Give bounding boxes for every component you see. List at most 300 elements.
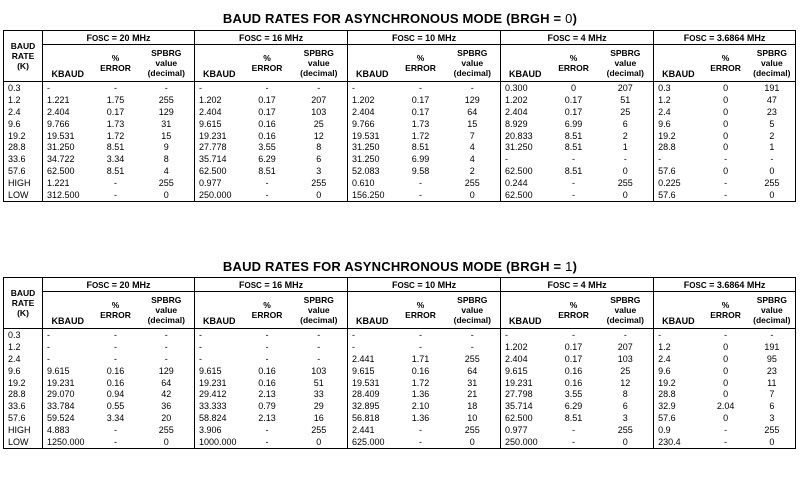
error-cell: - xyxy=(419,329,423,340)
spbrg-cell: - xyxy=(139,353,195,365)
error-cell: 0 xyxy=(723,389,729,400)
spbrg-cell: 255 xyxy=(598,424,654,436)
spbrg-cell: 1 xyxy=(749,141,796,153)
kbaud-cell: 0.9 xyxy=(658,425,671,436)
baud-rate-table-brgh0 xyxy=(3,30,796,202)
spbrg-decimal-label: (decimal) xyxy=(453,68,491,78)
spbrg-decimal-label: (decimal) xyxy=(606,68,644,78)
spbrg-cell: 255 xyxy=(749,424,796,436)
fosc-group-header xyxy=(195,278,348,292)
fosc-group-header xyxy=(43,31,195,45)
error-cell: 3.34 xyxy=(106,413,125,424)
kbaud-cell: - xyxy=(352,341,356,352)
spbrg-column-header xyxy=(598,45,654,82)
fosc-label: FOSC = 20 MHz xyxy=(86,279,151,290)
error-column-header xyxy=(244,45,291,82)
error-cell: 0.16 xyxy=(411,365,430,376)
kbaud-label: KBAUD xyxy=(203,316,236,326)
spbrg-cell: - xyxy=(291,341,348,353)
error-cell: - xyxy=(244,436,291,448)
spbrg-cell: 129 xyxy=(445,94,501,106)
error-column-header xyxy=(703,45,749,82)
kbaud-cell: 9.766 xyxy=(352,118,375,129)
error-cell: - xyxy=(265,329,269,340)
spbrg-cell: 0 xyxy=(139,189,195,201)
spbrg-cell: 15 xyxy=(139,130,195,142)
kbaud-cell: 19.231 xyxy=(505,377,533,388)
baud-rate-cell: LOW xyxy=(4,189,43,201)
kbaud-cell: 0.977 xyxy=(505,425,528,436)
error-cell: 1.36 xyxy=(411,389,430,400)
table-row xyxy=(4,189,796,201)
kbaud-cell: 0.610 xyxy=(352,178,375,189)
spbrg-column-header xyxy=(291,45,348,82)
kbaud-cell: 2.404 xyxy=(199,106,222,117)
kbaud-label: KBAUD xyxy=(662,316,695,326)
spbrg-cell: 2 xyxy=(598,130,654,142)
kbaud-cell: 57.6 xyxy=(654,189,703,201)
error-cell: 0.17 xyxy=(258,106,276,117)
kbaud-column-header xyxy=(348,45,397,82)
table-row xyxy=(4,436,796,448)
error-cell: - xyxy=(265,353,269,364)
error-cell: 6.29 xyxy=(564,401,583,412)
spbrg-cell: 7 xyxy=(445,130,501,142)
error-cell: 1.72 xyxy=(411,130,430,141)
spbrg-cell: 129 xyxy=(139,365,195,377)
kbaud-cell: - xyxy=(199,82,203,93)
kbaud-cell: 2.404 xyxy=(352,106,375,117)
spbrg-cell: 103 xyxy=(598,353,654,365)
fosc-label: FOSC = 4 MHz xyxy=(547,279,607,290)
kbaud-cell: 1250.000 xyxy=(43,436,93,448)
title-brgh-value: 0 xyxy=(565,11,573,26)
kbaud-cell: - xyxy=(505,329,509,340)
error-cell: 1.72 xyxy=(106,130,125,141)
error-cell: 1.36 xyxy=(411,413,430,424)
spbrg-cell: - xyxy=(139,82,195,94)
error-cell: - xyxy=(703,189,749,201)
fosc-group-header xyxy=(654,31,796,45)
error-cell: - xyxy=(724,329,728,340)
spbrg-cell: 12 xyxy=(598,377,654,389)
spbrg-column-header xyxy=(749,292,796,329)
error-cell: 0 xyxy=(723,94,729,105)
error-cell: 8.51 xyxy=(258,166,276,177)
error-cell: 2.13 xyxy=(258,389,276,400)
fosc-group-header xyxy=(654,278,796,292)
error-cell: - xyxy=(572,154,576,165)
kbaud-column-header xyxy=(195,45,244,82)
spbrg-cell: 129 xyxy=(139,106,195,118)
kbaud-cell: 29.070 xyxy=(47,389,75,400)
spbrg-cell: 25 xyxy=(291,118,348,130)
spbrg-cell: 207 xyxy=(598,341,654,353)
kbaud-column-header xyxy=(654,292,703,329)
table-row xyxy=(4,365,796,377)
row-header-line: (K) xyxy=(17,61,29,71)
kbaud-cell: 1.2 xyxy=(658,341,671,352)
spbrg-cell: 3 xyxy=(749,412,796,424)
error-cell: 2.13 xyxy=(258,413,276,424)
kbaud-cell: 250.000 xyxy=(195,189,244,201)
error-cell: 2.10 xyxy=(411,401,430,412)
error-cell: 0 xyxy=(723,130,729,141)
kbaud-cell: 156.250 xyxy=(348,189,397,201)
title-close: ) xyxy=(572,11,578,26)
kbaud-cell: 9.766 xyxy=(47,118,70,129)
kbaud-cell: 2.404 xyxy=(505,106,528,117)
baud-rate-cell: 2.4 xyxy=(4,353,43,365)
error-cell: - xyxy=(572,178,576,189)
error-cell: 8.51 xyxy=(106,142,125,153)
spbrg-decimal-label: (decimal) xyxy=(753,315,791,325)
spbrg-decimal-label: (decimal) xyxy=(300,68,338,78)
kbaud-cell: 9.615 xyxy=(199,365,222,376)
spbrg-cell: 207 xyxy=(291,94,348,106)
kbaud-cell: 0.244 xyxy=(505,178,528,189)
error-cell: 1.73 xyxy=(411,118,430,129)
spbrg-cell: 255 xyxy=(445,177,501,189)
kbaud-label: KBAUD xyxy=(203,69,236,79)
spbrg-cell: 18 xyxy=(445,400,501,412)
table-row xyxy=(4,165,796,177)
error-cell: 0.17 xyxy=(411,106,430,117)
kbaud-cell: 19.531 xyxy=(352,130,380,141)
kbaud-cell: 31.250 xyxy=(352,154,380,165)
spbrg-value-label: value xyxy=(760,58,783,68)
error-column-header xyxy=(93,292,139,329)
error-label: ERROR xyxy=(251,63,283,73)
spbrg-cell: 0 xyxy=(749,189,796,201)
spbrg-cell: 3 xyxy=(291,165,348,177)
fosc-group-header xyxy=(348,278,501,292)
error-cell: - xyxy=(724,178,728,189)
table-row xyxy=(4,412,796,424)
spbrg-column-header xyxy=(598,292,654,329)
spbrg-label: SPBRG xyxy=(457,295,488,305)
spbrg-cell: 51 xyxy=(598,94,654,106)
error-cell: 0.16 xyxy=(106,365,125,376)
spbrg-value-label: value xyxy=(307,58,330,68)
kbaud-cell: 9.615 xyxy=(199,118,222,129)
spbrg-cell: 23 xyxy=(749,365,796,377)
error-cell: 0.94 xyxy=(106,389,125,400)
spbrg-cell: 1 xyxy=(598,141,654,153)
spbrg-cell: 29 xyxy=(291,400,348,412)
kbaud-label: KBAUD xyxy=(356,316,389,326)
kbaud-cell: - xyxy=(505,154,509,165)
kbaud-cell: 59.524 xyxy=(47,413,75,424)
spbrg-value-label: value xyxy=(760,305,783,315)
spbrg-cell: 31 xyxy=(139,118,195,130)
pct-label: % xyxy=(263,300,271,310)
kbaud-cell: 1.221 xyxy=(47,94,70,105)
kbaud-cell: 0.225 xyxy=(658,178,681,189)
error-cell: 1.73 xyxy=(106,118,125,129)
error-cell: - xyxy=(265,341,269,352)
kbaud-cell: 31.250 xyxy=(47,142,75,153)
fosc-label: FOSC = 4 MHz xyxy=(547,32,607,43)
error-cell: 0 xyxy=(723,353,729,364)
spbrg-column-header xyxy=(139,45,195,82)
pct-label: % xyxy=(721,53,730,63)
baud-rate-cell: 19.2 xyxy=(4,377,43,389)
spbrg-cell: - xyxy=(598,329,654,341)
spbrg-cell: 21 xyxy=(445,388,501,400)
table-row xyxy=(4,153,796,165)
baud-rate-cell: 57.6 xyxy=(4,165,43,177)
error-column-header xyxy=(397,292,445,329)
fosc-label: FOSC = 3.6864 MHz xyxy=(683,32,766,43)
baud-rate-cell: 33.6 xyxy=(4,400,43,412)
spbrg-column-header xyxy=(291,292,348,329)
spbrg-cell: 36 xyxy=(139,400,195,412)
fosc-group-header xyxy=(43,278,195,292)
error-cell: 3.55 xyxy=(258,142,276,153)
error-cell: 9.58 xyxy=(411,166,430,177)
kbaud-cell: 1.202 xyxy=(505,341,528,352)
spbrg-cell: 0 xyxy=(598,436,654,448)
table-row xyxy=(4,94,796,106)
kbaud-cell: 28.8 xyxy=(658,142,676,153)
error-cell: - xyxy=(397,189,445,201)
kbaud-cell: 19.531 xyxy=(47,130,75,141)
kbaud-cell: 2.404 xyxy=(47,106,70,117)
fosc-label: FOSC = 16 MHz xyxy=(238,279,304,290)
error-cell: 8.51 xyxy=(564,166,583,177)
pct-label: % xyxy=(569,53,578,63)
error-cell: 0.55 xyxy=(106,401,125,412)
kbaud-cell: - xyxy=(352,82,356,93)
spbrg-cell: - xyxy=(445,329,501,341)
kbaud-column-header xyxy=(501,292,550,329)
spbrg-cell: 64 xyxy=(139,377,195,389)
table-row xyxy=(4,106,796,118)
error-column-header xyxy=(550,292,598,329)
kbaud-cell: 1.202 xyxy=(505,94,528,105)
spbrg-cell: 95 xyxy=(749,353,796,365)
table-row xyxy=(4,130,796,142)
pct-label: % xyxy=(569,300,578,310)
error-cell: 0.17 xyxy=(564,341,583,352)
error-label: ERROR xyxy=(405,310,436,320)
spbrg-cell: 103 xyxy=(291,106,348,118)
row-header-line: BAUD xyxy=(10,41,36,51)
spbrg-cell: 20 xyxy=(139,412,195,424)
error-cell: 0 xyxy=(723,142,729,153)
baud-rate-cell: 19.2 xyxy=(4,130,43,142)
spbrg-cell: 42 xyxy=(139,388,195,400)
spbrg-cell: 0 xyxy=(291,189,348,201)
error-label: ERROR xyxy=(405,63,436,73)
fosc-label: FOSC = 10 MHz xyxy=(391,32,457,43)
spbrg-cell: 8 xyxy=(139,153,195,165)
table-title-brgh0 xyxy=(0,11,800,26)
spbrg-label: SPBRG xyxy=(756,48,787,58)
spbrg-cell: 255 xyxy=(445,424,501,436)
error-cell: 8.51 xyxy=(564,413,583,424)
spbrg-cell: 10 xyxy=(445,412,501,424)
spbrg-cell: 255 xyxy=(139,424,195,436)
fosc-group-header xyxy=(195,31,348,45)
spbrg-value-label: value xyxy=(614,58,637,68)
kbaud-cell: 2.441 xyxy=(352,425,375,436)
pct-label: % xyxy=(111,53,120,63)
error-cell: - xyxy=(703,436,749,448)
spbrg-cell: 25 xyxy=(598,365,654,377)
table-row xyxy=(4,400,796,412)
baud-rate-cell: 33.6 xyxy=(4,153,43,165)
spbrg-cell: - xyxy=(291,329,348,341)
error-cell: 0 xyxy=(723,377,729,388)
kbaud-column-header xyxy=(501,45,550,82)
error-cell: - xyxy=(114,82,117,93)
kbaud-cell: 9.615 xyxy=(505,365,528,376)
baud-rate-cell: 57.6 xyxy=(4,412,43,424)
spbrg-cell: 4 xyxy=(445,153,501,165)
kbaud-cell: 3.906 xyxy=(199,425,222,436)
spbrg-cell: - xyxy=(749,153,796,165)
baud-rate-cell: HIGH xyxy=(4,424,43,436)
fosc-label: FOSC = 10 MHz xyxy=(391,279,457,290)
kbaud-cell: 2.404 xyxy=(505,353,528,364)
kbaud-cell: 19.531 xyxy=(352,377,380,388)
kbaud-label: KBAUD xyxy=(509,69,542,79)
error-cell: 0.17 xyxy=(564,353,583,364)
spbrg-cell: - xyxy=(139,341,195,353)
error-cell: 3.34 xyxy=(106,154,125,165)
kbaud-cell: 35.714 xyxy=(199,154,227,165)
title-close: ) xyxy=(572,259,578,274)
kbaud-cell: 2.4 xyxy=(658,106,671,117)
kbaud-label: KBAUD xyxy=(509,316,542,326)
spbrg-cell: 33 xyxy=(291,388,348,400)
error-cell: - xyxy=(550,189,598,201)
error-label: ERROR xyxy=(251,310,283,320)
error-cell: 8.51 xyxy=(106,166,125,177)
fosc-group-header xyxy=(501,31,654,45)
spbrg-cell: 255 xyxy=(598,177,654,189)
kbaud-cell: 33.333 xyxy=(199,401,227,412)
kbaud-cell: - xyxy=(199,353,203,364)
error-cell: 6.99 xyxy=(411,154,430,165)
spbrg-label: SPBRG xyxy=(151,295,182,305)
kbaud-cell: - xyxy=(658,154,662,165)
kbaud-cell: 230.4 xyxy=(654,436,703,448)
spbrg-cell: 4 xyxy=(139,165,195,177)
kbaud-cell: 27.778 xyxy=(199,142,227,153)
baud-rate-cell: 1.2 xyxy=(4,341,43,353)
kbaud-column-header xyxy=(43,292,93,329)
spbrg-cell: 7 xyxy=(749,388,796,400)
spbrg-decimal-label: (decimal) xyxy=(753,68,791,78)
table-row xyxy=(4,82,796,94)
table-row xyxy=(4,353,796,365)
fosc-label: FOSC = 16 MHz xyxy=(238,32,304,43)
spbrg-cell: 6 xyxy=(291,153,348,165)
spbrg-cell: 255 xyxy=(445,353,501,365)
error-cell: 8.51 xyxy=(411,142,430,153)
spbrg-cell: - xyxy=(291,82,348,94)
kbaud-cell: 9.615 xyxy=(47,365,70,376)
spbrg-cell: 64 xyxy=(445,106,501,118)
table-row xyxy=(4,424,796,436)
error-cell: - xyxy=(265,178,269,189)
table-row xyxy=(4,118,796,130)
kbaud-cell: 8.929 xyxy=(505,118,528,129)
spbrg-cell: 255 xyxy=(139,177,195,189)
error-cell: - xyxy=(93,436,139,448)
kbaud-cell: 28.8 xyxy=(658,389,676,400)
kbaud-cell: 2.441 xyxy=(352,353,375,364)
kbaud-cell: 9.6 xyxy=(658,365,671,376)
title-text: BAUD RATES FOR ASYNCHRONOUS MODE (BRGH = xyxy=(222,259,566,274)
spbrg-cell: 5 xyxy=(749,118,796,130)
error-cell: 0 xyxy=(571,82,577,93)
kbaud-cell: - xyxy=(47,353,50,364)
baud-rate-cell: 28.8 xyxy=(4,141,43,153)
kbaud-cell: 0.3 xyxy=(658,82,671,93)
spbrg-cell: - xyxy=(749,329,796,341)
row-header-line: BAUD xyxy=(10,288,36,298)
spbrg-cell: 0 xyxy=(139,436,195,448)
kbaud-cell: 1.221 xyxy=(47,178,70,189)
kbaud-cell: 29.412 xyxy=(199,389,227,400)
error-cell: - xyxy=(572,329,576,340)
spbrg-column-header xyxy=(749,45,796,82)
error-cell: 0 xyxy=(723,341,729,352)
spbrg-cell: 207 xyxy=(598,82,654,94)
spbrg-column-header xyxy=(445,45,501,82)
kbaud-cell: 250.000 xyxy=(501,436,550,448)
kbaud-cell: - xyxy=(658,329,662,340)
error-column-header xyxy=(397,45,445,82)
baud-rate-cell: 9.6 xyxy=(4,118,43,130)
error-cell: 8.51 xyxy=(564,142,583,153)
error-cell: 0.17 xyxy=(564,106,583,117)
error-cell: 0.17 xyxy=(411,94,430,105)
spbrg-cell: 0 xyxy=(598,189,654,201)
error-cell: - xyxy=(419,82,423,93)
kbaud-cell: 56.818 xyxy=(352,413,380,424)
kbaud-cell: 62.500 xyxy=(501,189,550,201)
error-cell: - xyxy=(265,82,269,93)
kbaud-cell: 312.500 xyxy=(43,189,93,201)
kbaud-column-header xyxy=(654,45,703,82)
spbrg-value-label: value xyxy=(461,305,484,315)
spbrg-cell: 255 xyxy=(291,177,348,189)
kbaud-cell: 1.202 xyxy=(352,94,375,105)
error-cell: - xyxy=(114,341,117,352)
kbaud-cell: - xyxy=(47,82,50,93)
error-cell: 0.16 xyxy=(106,377,125,388)
spbrg-decimal-label: (decimal) xyxy=(453,315,491,325)
baud-rate-table-brgh1 xyxy=(3,277,796,449)
spbrg-cell: 9 xyxy=(139,141,195,153)
baud-rate-cell: 0.3 xyxy=(4,329,43,341)
kbaud-cell: 4.883 xyxy=(47,425,70,436)
fosc-group-header xyxy=(348,31,501,45)
error-label: ERROR xyxy=(710,63,741,73)
spbrg-cell: 0 xyxy=(445,436,501,448)
error-cell: 0 xyxy=(723,413,729,424)
error-cell: 0.16 xyxy=(258,365,276,376)
error-cell: - xyxy=(419,178,423,189)
kbaud-cell: 19.231 xyxy=(47,377,75,388)
spbrg-label: SPBRG xyxy=(303,295,334,305)
kbaud-cell: 35.714 xyxy=(505,401,533,412)
